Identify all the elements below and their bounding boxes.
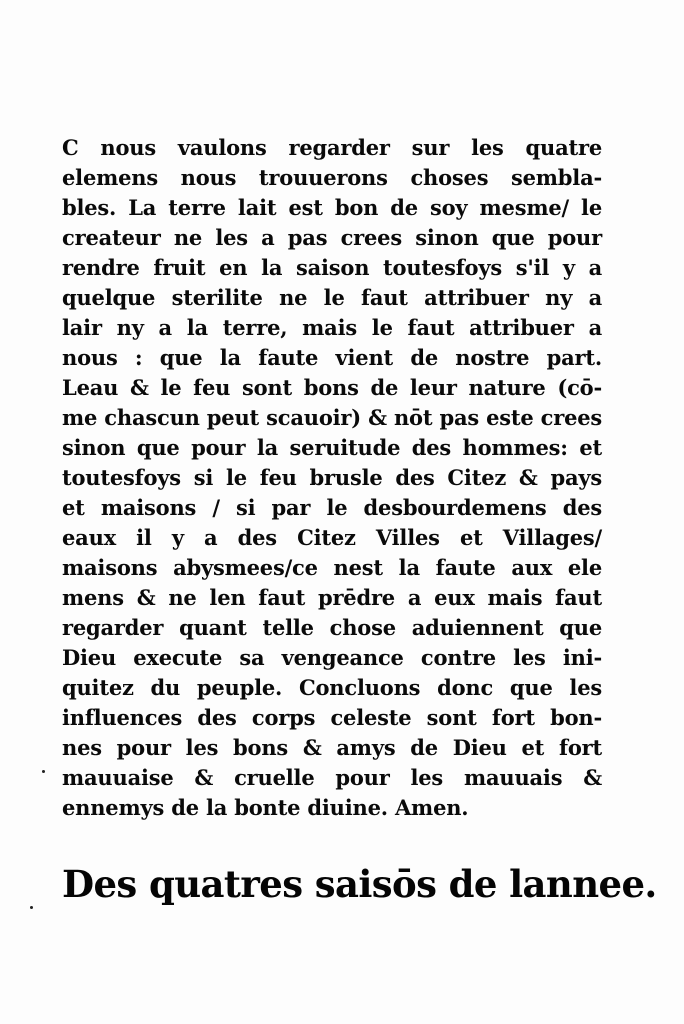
text-line: maisons abysmees/ce nest la faute aux ele — [62, 555, 602, 580]
text-line: et maisons / si par le desbourdemens des — [62, 495, 602, 520]
text-line: toutesfoys si le feu brusle des Citez & pays — [62, 465, 602, 490]
text-line: regarder quant telle chose aduiennent que — [62, 615, 602, 640]
text-line: mauuaise & cruelle pour les mauuais & — [62, 765, 602, 790]
text-line: mens & ne len faut prēdre a eux mais faut — [62, 585, 602, 610]
text-line: C nous vaulons regarder sur les quatre — [62, 135, 602, 160]
section-heading: Des quatres saisōs de lannee. — [62, 862, 657, 906]
text-line: me chascun peut scauoir) & nōt pas este crees — [62, 405, 603, 430]
text-line: bles. La terre lait est bon de soy mesme/ le — [62, 195, 602, 220]
text-line: quitez du peuple. Concluons donc que les — [62, 675, 602, 700]
text-line: lair ny a la terre, mais le faut attribuer a — [62, 315, 602, 340]
text-line: ennemys de la bonte diuine. Amen. — [62, 795, 469, 820]
text-line: influences des corps celeste sont fort bon- — [62, 705, 602, 730]
ink-speck — [30, 906, 33, 909]
text-line: nes pour les bons & amys de Dieu et fort — [62, 735, 602, 760]
text-line: elemens nous trouuerons choses sembla- — [62, 165, 602, 190]
text-line: sinon que pour la seruitude des hommes: et — [62, 435, 602, 460]
text-line: quelque sterilite ne le faut attribuer ny a — [62, 285, 602, 310]
text-line: rendre fruit en la saison toutesfoys s'il y a — [62, 255, 602, 280]
text-line: createur ne les a pas crees sinon que pour — [62, 225, 602, 250]
text-line: eaux il y a des Citez Villes et Villages/ — [62, 525, 602, 550]
text-line: nous : que la faute vient de nostre part. — [62, 345, 602, 370]
ink-speck — [42, 770, 45, 773]
body-paragraph — [62, 133, 602, 823]
text-line: Leau & le feu sont bons de leur nature (cō- — [62, 375, 602, 400]
text-line: Dieu execute sa vengeance contre les ini- — [62, 645, 602, 670]
